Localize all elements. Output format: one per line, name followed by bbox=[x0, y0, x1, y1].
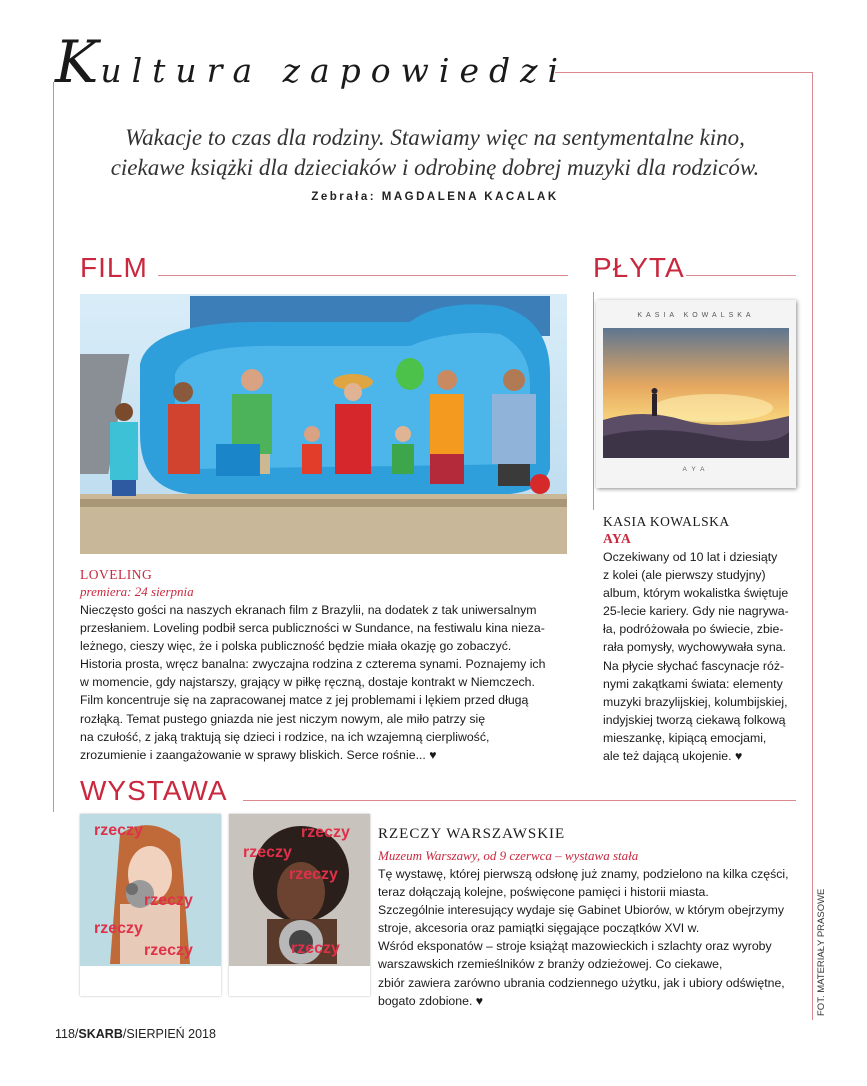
exhibition-poster-2 bbox=[229, 814, 370, 996]
text-line: Film koncentruje się na zapracowanej matce z jej problemami i lękiem przed długą bbox=[80, 693, 529, 708]
text-line: Wśród eksponatów – stroje książąt mazowieckich i szlachty oraz wyroby bbox=[378, 939, 772, 954]
text-line: Tę wystawę, której pierwszą odsłonę już znamy, podzielono na kilka części, bbox=[378, 867, 789, 881]
poster-1-word: rzeczy bbox=[144, 892, 193, 909]
page-footer bbox=[55, 1027, 216, 1041]
album-description bbox=[603, 548, 808, 765]
text-line: ale też dającą ukojenie. ♥ bbox=[603, 749, 743, 764]
text-line: Na płycie słychać fascynacje róż- bbox=[603, 658, 785, 673]
magazine-name: SKARB bbox=[78, 1027, 123, 1041]
intro-line: Wakacje to czas dla rodziny. Stawiamy więc na sentymentalne kino, bbox=[125, 125, 745, 150]
issue-date: /SIERPIEŃ 2018 bbox=[122, 1027, 216, 1041]
page-title-rest: ultura zapowiedzi bbox=[100, 51, 569, 90]
text-line: nymi zakątkami świata: elementy bbox=[603, 676, 783, 691]
poster-1-word: rzeczy bbox=[144, 942, 193, 959]
album-title: AYA bbox=[603, 531, 632, 546]
text-line: Oczekiwany od 10 lat i dziesiąty bbox=[603, 550, 778, 564]
text-line: rozłąką. Temat pustego gniazda nie jest niczym nowym, ale miło patrzy się bbox=[80, 711, 486, 726]
poster-2-word: rzeczy bbox=[243, 844, 292, 861]
frame-top-line bbox=[555, 72, 813, 73]
film-title: LOVELING bbox=[80, 567, 153, 582]
text-line: na czułość, z jaką traktują się dzieci i rodzice, na ich wzajemną cierpliwość, bbox=[80, 729, 490, 744]
exhibition-subtitle: Muzeum Warszawy, od 9 czerwca – wystawa stała bbox=[378, 848, 639, 863]
plyta-side-rule bbox=[593, 292, 594, 510]
page-title bbox=[55, 28, 568, 96]
text-line: Historia prosta, wręcz banalna: zwyczajna rodzina z czterema synami. Poznajemy ich bbox=[80, 657, 546, 672]
text-line: 25-lecie kariery. Gdy nie nagrywa- bbox=[603, 604, 789, 619]
album-cover-image bbox=[603, 328, 789, 458]
byline: Zebrała: MAGDALENA KACALAK bbox=[311, 191, 559, 203]
text-line: bogato zdobione. ♥ bbox=[378, 993, 484, 1008]
text-line: zrozumienie i zaangażowanie w sprawy bliskich. Serce rośnie... ♥ bbox=[80, 747, 437, 762]
photo-credit: FOT. MATERIAŁY PRASOWE bbox=[816, 888, 827, 1016]
album-cover-title: AYA bbox=[682, 466, 710, 473]
text-line: album, którym wokalistka świętuje bbox=[603, 586, 789, 601]
text-line: rała pomysły, wychowywała syna. bbox=[603, 640, 786, 655]
album-cover-artist: KASIA KOWALSKA bbox=[637, 312, 755, 319]
text-line: stroje, akcesoria oraz pamiątki sięgające początków XVI w. bbox=[378, 921, 700, 936]
text-line: zbiór zawiera zarówno ubrania codziennego użytku, jak i ubiory odświętne, bbox=[378, 975, 785, 990]
frame-right-line bbox=[812, 72, 813, 1020]
text-line: indyjskiej tworzą ciekawą folkową bbox=[603, 712, 786, 727]
text-line: ła, podróżowała po świecie, zbie- bbox=[603, 622, 784, 637]
poster-2-word: rzeczy bbox=[291, 940, 340, 957]
text-line: Nieczęsto gości na naszych ekranach film z Brazylii, na dodatek z tak uniwersalnym bbox=[80, 603, 537, 617]
text-line: w momencie, gdy najstarszy, grający w piłkę ręczną, dostaje kontrakt w Niemczech. bbox=[80, 675, 535, 690]
film-still-image bbox=[80, 294, 567, 554]
wystawa-heading: WYSTAWA bbox=[80, 775, 228, 806]
film-heading: FILM bbox=[80, 252, 148, 283]
text-line: przesłaniem. Loveling podbił serca publiczności w Sundance, na festiwalu kina nieza- bbox=[80, 621, 545, 636]
text-line: mieszankę, kipiącą emocjami, bbox=[603, 730, 767, 745]
film-rule bbox=[158, 275, 568, 276]
intro-line: ciekawe książki dla dzieciaków i odrobinę dobrej muzyki dla rodziców. bbox=[110, 155, 760, 180]
film-subtitle: premiera: 24 sierpnia bbox=[80, 584, 194, 599]
poster-2-word: rzeczy bbox=[289, 866, 338, 883]
text-line: muzyki brazylijskiej, kolumbijskiej, bbox=[603, 694, 788, 709]
plyta-rule bbox=[686, 275, 796, 276]
film-description bbox=[80, 601, 580, 764]
text-line: leżnego, cieszy więc, że i polska publiczność będzie miała okazję go zobaczyć. bbox=[80, 639, 512, 654]
exhibition-description bbox=[378, 865, 808, 1010]
text-line: warszawskich rzemieślników z branży odzieżowej. Co ciekawe, bbox=[378, 957, 723, 972]
exhibition-title: RZECZY WARSZAWSKIE bbox=[378, 826, 566, 842]
film-still-illustration bbox=[80, 294, 567, 554]
poster-2-word: rzeczy bbox=[301, 824, 350, 841]
album-cover bbox=[596, 300, 796, 488]
text-line: z kolei (ale pierwszy studyjny) bbox=[603, 568, 766, 583]
frame-left-line bbox=[53, 82, 54, 812]
plyta-heading: PŁYTA bbox=[593, 252, 685, 283]
poster-1-word: rzeczy bbox=[94, 822, 143, 839]
page-title-initial: K bbox=[55, 28, 101, 96]
text-line: Szczególnie interesujący wydaje się Gabinet Ubiorów, w którym obejrzymy bbox=[378, 903, 784, 918]
album-artist: KASIA KOWALSKA bbox=[603, 514, 730, 529]
poster-1-word: rzeczy bbox=[94, 920, 143, 937]
wystawa-rule bbox=[243, 800, 796, 801]
text-line: teraz dołączają kolejne, poświęcone pamięci i historii miasta. bbox=[378, 885, 709, 900]
exhibition-poster-1 bbox=[80, 814, 221, 996]
page-number: 118/ bbox=[55, 1027, 79, 1041]
intro bbox=[60, 123, 810, 183]
